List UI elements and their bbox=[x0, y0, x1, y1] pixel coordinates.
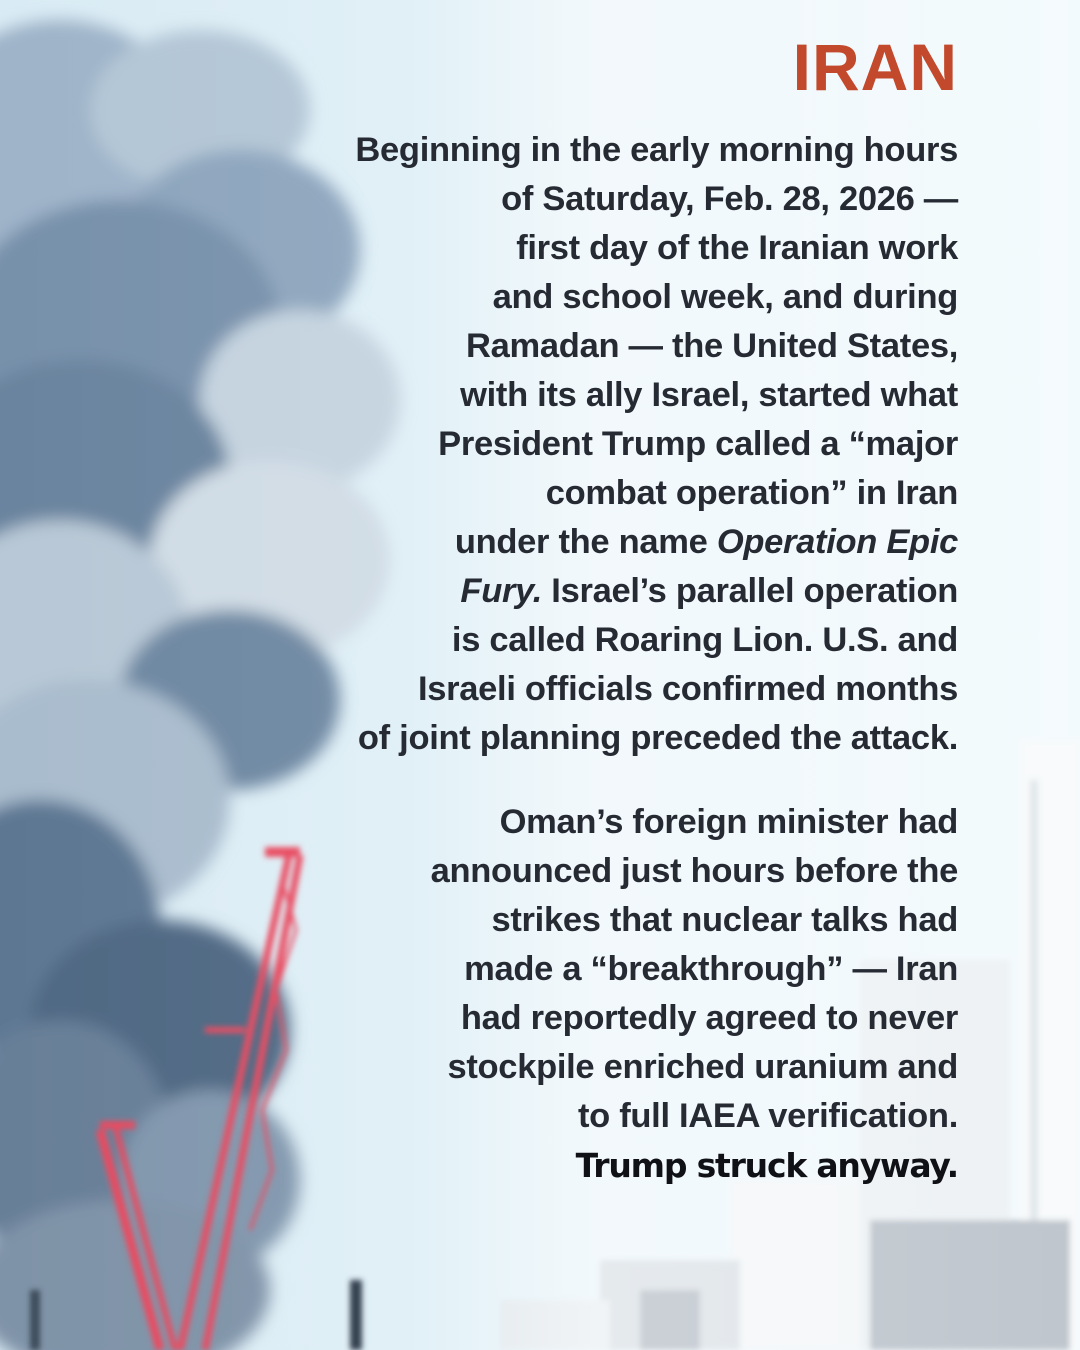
paragraph-1-line-4: and school week, and during bbox=[492, 278, 958, 316]
paragraph-1-line-7: President Trump called a “major bbox=[438, 425, 958, 463]
operation-name-part-1: Operation Epic bbox=[716, 523, 958, 561]
paragraph-2-line-2: announced just hours before the bbox=[430, 852, 958, 890]
paragraph-1-line-9 bbox=[298, 518, 958, 567]
paragraph-2-line-1: Oman’s foreign minister had bbox=[499, 803, 958, 841]
paragraph-1 bbox=[298, 126, 958, 763]
paragraph-2-line-7: to full IAEA verification. bbox=[577, 1097, 958, 1135]
paragraph-1-line-1: Beginning in the early morning hours bbox=[355, 131, 958, 169]
paragraph-1-line-8: combat operation” in Iran bbox=[545, 474, 958, 512]
paragraph-2 bbox=[298, 798, 958, 1190]
paragraph-1-line-5: Ramadan — the United States, bbox=[466, 327, 958, 365]
closing-statement: Trump struck anyway. bbox=[575, 1146, 958, 1185]
paragraph-2-line-3: strikes that nuclear talks had bbox=[491, 901, 958, 939]
paragraph-1-line-6: with its ally Israel, started what bbox=[460, 376, 958, 414]
line-10-suffix: Israel’s parallel operation bbox=[542, 572, 958, 610]
paragraph-2-line-4: made a “breakthrough” — Iran bbox=[464, 950, 958, 988]
paragraph-1-line-11: is called Roaring Lion. U.S. and bbox=[451, 621, 958, 659]
paragraph-1-line-12: Israeli officials confirmed months bbox=[417, 670, 958, 708]
article-panel bbox=[298, 28, 958, 1190]
paragraph-1-line-10 bbox=[298, 567, 958, 616]
line-9-prefix: under the name bbox=[454, 523, 717, 561]
paragraph-1-line-2: of Saturday, Feb. 28, 2026 — bbox=[501, 180, 958, 218]
paragraph-2-line-5: had reportedly agreed to never bbox=[460, 999, 958, 1037]
paragraph-2-line-6: stockpile enriched uranium and bbox=[447, 1048, 958, 1086]
paragraph-1-line-3: first day of the Iranian work bbox=[516, 229, 958, 267]
page-title: IRAN bbox=[792, 30, 958, 104]
paragraph-1-line-13: of joint planning preceded the attack. bbox=[357, 719, 958, 757]
operation-name-part-2: Fury. bbox=[460, 572, 542, 610]
